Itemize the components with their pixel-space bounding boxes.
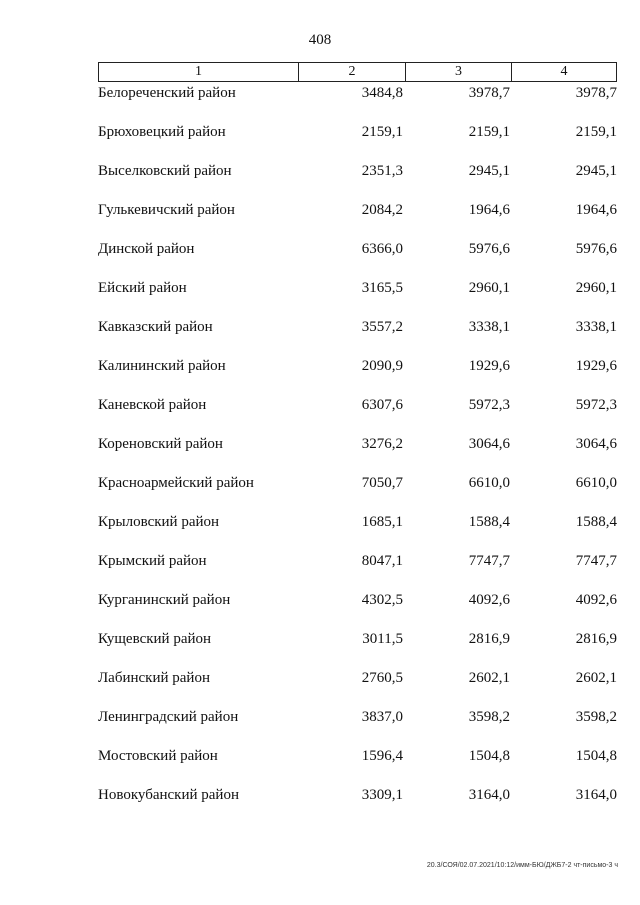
value-col-3: 2159,1 [468, 124, 510, 140]
value-col-2: 3557,2 [361, 319, 403, 335]
table-row [0, 316, 640, 355]
table-row [0, 511, 640, 550]
value-col-2: 2351,3 [361, 163, 403, 179]
district-name: Каневской район [98, 397, 207, 413]
value-col-2: 6307,6 [361, 397, 403, 413]
table-row [0, 628, 640, 667]
value-col-4: 3338,1 [575, 319, 617, 335]
value-col-4: 3064,6 [575, 436, 617, 452]
value-col-2: 2760,5 [361, 670, 403, 686]
value-col-2: 6366,0 [361, 241, 403, 257]
footer-stamp: 20.3/СОЯ/02.07.2021/10:12/имм-БЮ/ДЖБ7-2 чт-письмо-3 ч [426, 862, 618, 869]
district-name: Лабинский район [98, 670, 210, 686]
district-name: Крымский район [98, 553, 207, 569]
value-col-4: 2945,1 [575, 163, 617, 179]
value-col-4: 7747,7 [575, 553, 617, 569]
district-name: Брюховецкий район [98, 124, 226, 140]
table-row [0, 706, 640, 745]
value-col-3: 1964,6 [468, 202, 510, 218]
value-col-4: 2960,1 [575, 280, 617, 296]
table-body [0, 82, 640, 823]
district-name: Динской район [98, 241, 195, 257]
value-col-3: 2816,9 [468, 631, 510, 647]
table-row [0, 121, 640, 160]
table-row [0, 160, 640, 199]
table-row [0, 472, 640, 511]
value-col-2: 4302,5 [361, 592, 403, 608]
table-row [0, 745, 640, 784]
value-col-4: 1504,8 [575, 748, 617, 764]
value-col-3: 3338,1 [468, 319, 510, 335]
value-col-2: 2090,9 [361, 358, 403, 374]
value-col-4: 1588,4 [575, 514, 617, 530]
value-col-4: 1964,6 [575, 202, 617, 218]
value-col-2: 3309,1 [361, 787, 403, 803]
header-cell-1: 1 [99, 63, 299, 81]
table-row [0, 238, 640, 277]
district-name: Калининский район [98, 358, 226, 374]
value-col-4: 2602,1 [575, 670, 617, 686]
header-cell-4: 4 [560, 64, 568, 79]
value-col-4: 6610,0 [575, 475, 617, 491]
district-name: Гулькевичский район [98, 202, 235, 218]
value-col-3: 2602,1 [468, 670, 510, 686]
value-col-3: 1504,8 [468, 748, 510, 764]
table-row [0, 355, 640, 394]
value-col-4: 2816,9 [575, 631, 617, 647]
value-col-3: 7747,7 [468, 553, 510, 569]
table-header [98, 62, 617, 82]
value-col-4: 5972,3 [575, 397, 617, 413]
value-col-4: 3978,7 [575, 85, 617, 101]
value-col-2: 2084,2 [361, 202, 403, 218]
district-name: Мостовский район [98, 748, 218, 764]
value-col-3: 1588,4 [468, 514, 510, 530]
value-col-4: 3598,2 [575, 709, 617, 725]
page-number: 408 [308, 32, 332, 48]
value-col-3: 5976,6 [468, 241, 510, 257]
value-col-2: 3011,5 [362, 631, 403, 647]
value-col-2: 1685,1 [361, 514, 403, 530]
value-col-2: 3165,5 [361, 280, 403, 296]
district-name: Выселковский район [98, 163, 232, 179]
value-col-3: 2945,1 [468, 163, 510, 179]
value-col-2: 8047,1 [361, 553, 403, 569]
table-row [0, 667, 640, 706]
table-row [0, 550, 640, 589]
district-name: Крыловский район [98, 514, 220, 530]
value-col-2: 3276,2 [361, 436, 403, 452]
header-cell-3: 3 [406, 63, 512, 81]
district-name: Новокубанский район [98, 787, 239, 803]
table-row [0, 433, 640, 472]
value-col-4: 1929,6 [575, 358, 617, 374]
table-row [0, 589, 640, 628]
value-col-2: 3837,0 [361, 709, 403, 725]
value-col-2: 3484,8 [361, 85, 403, 101]
value-col-3: 3598,2 [468, 709, 510, 725]
value-col-3: 1929,6 [468, 358, 510, 374]
district-name: Ейский район [98, 280, 187, 296]
value-col-3: 3064,6 [468, 436, 510, 452]
table-row [0, 277, 640, 316]
value-col-3: 4092,6 [468, 592, 510, 608]
table-row [0, 394, 640, 433]
value-col-4: 2159,1 [575, 124, 617, 140]
value-col-4: 3164,0 [575, 787, 617, 803]
value-col-3: 3164,0 [468, 787, 510, 803]
district-name: Кущевский район [98, 631, 212, 647]
value-col-2: 7050,7 [361, 475, 403, 491]
district-name: Курганинский район [98, 592, 231, 608]
district-name: Кореновский район [98, 436, 223, 452]
district-name: Красноармейский район [98, 475, 254, 491]
district-name: Белореченский район [98, 85, 236, 101]
value-col-2: 1596,4 [361, 748, 403, 764]
value-col-3: 5972,3 [468, 397, 510, 413]
header-cell-2: 2 [299, 63, 406, 81]
value-col-4: 5976,6 [575, 241, 617, 257]
table-row [0, 82, 640, 121]
value-col-4: 4092,6 [575, 592, 617, 608]
value-col-3: 3978,7 [468, 85, 510, 101]
table-row [0, 784, 640, 823]
value-col-3: 2960,1 [468, 280, 510, 296]
value-col-2: 2159,1 [361, 124, 403, 140]
district-name: Ленинградский район [98, 709, 239, 725]
district-name: Кавказский район [98, 319, 213, 335]
table-row [0, 199, 640, 238]
value-col-3: 6610,0 [468, 475, 510, 491]
